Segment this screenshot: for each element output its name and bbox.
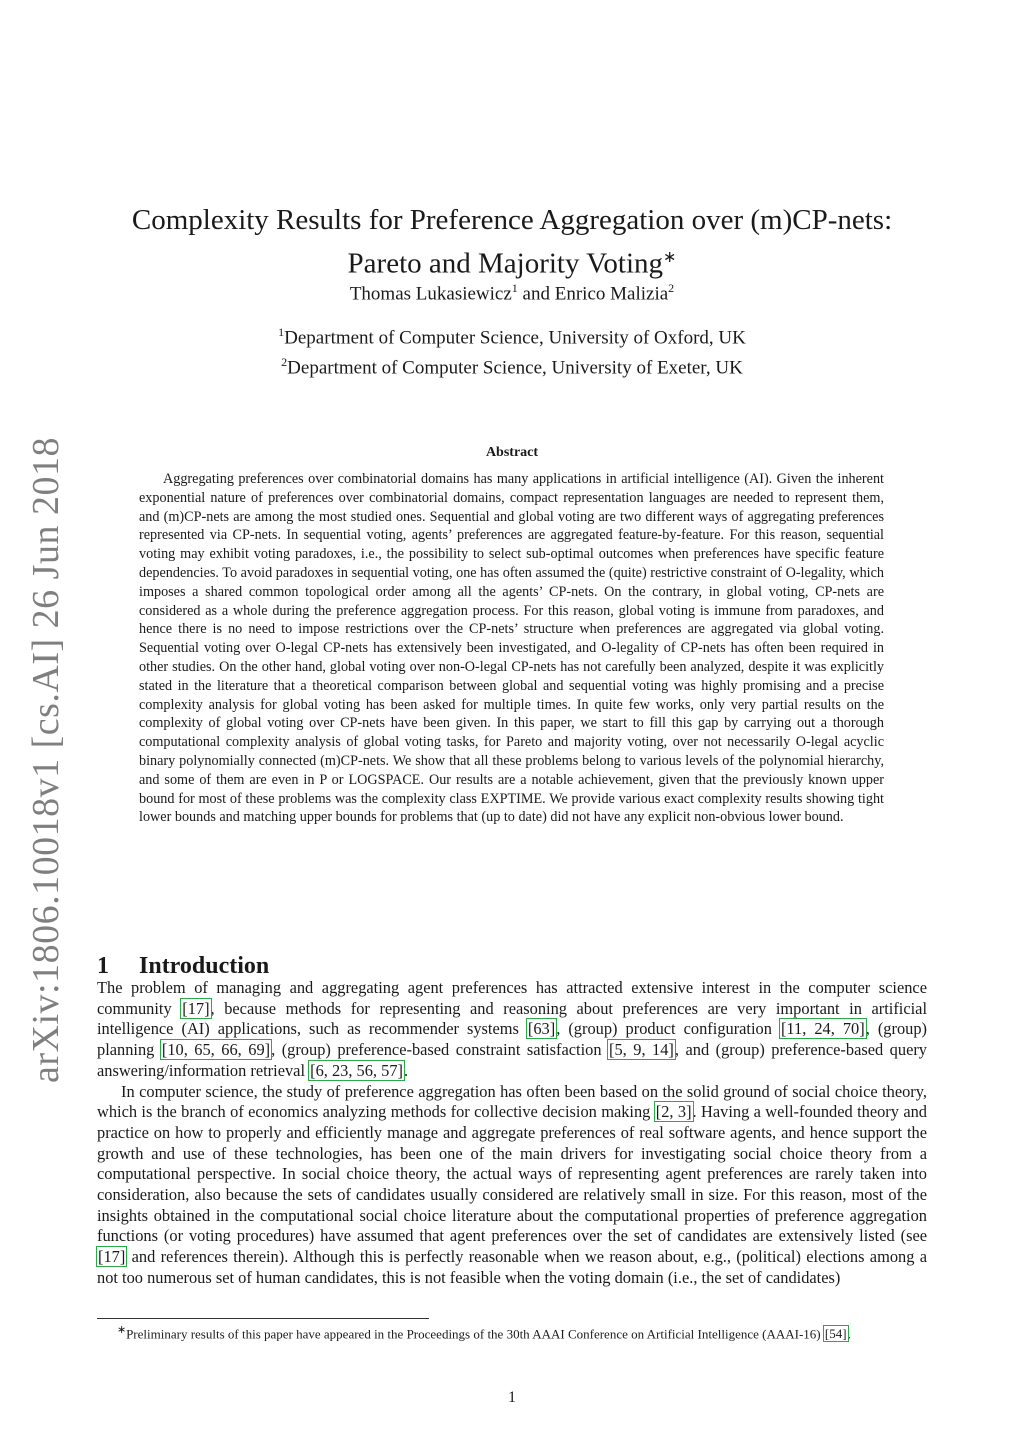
affiliation-mark: 2	[281, 355, 288, 370]
citation-link[interactable]: [11, 24, 70]	[780, 1019, 865, 1039]
section-body	[97, 978, 927, 1289]
footnote	[97, 1322, 927, 1342]
arxiv-identifier-stamp: arXiv:1806.10018v1 [cs.AI] 26 Jun 2018	[25, 437, 67, 1083]
footnote-text: Preliminary results of this paper have appeared in the Proceedings of the 30th AAAI Conference on Artificial Intelligence (AAAI-16)	[126, 1326, 824, 1342]
footnote-end: .	[847, 1326, 851, 1342]
title-footnote-mark[interactable]: ∗	[663, 249, 677, 267]
author-name: Thomas Lukasiewicz	[349, 283, 512, 305]
citation-link[interactable]: [63]	[527, 1019, 556, 1039]
affiliation-mark: 1	[278, 325, 285, 339]
section-number: 1	[97, 952, 109, 979]
affiliation-mark: 2	[668, 281, 675, 295]
paragraph-text: .	[403, 1060, 409, 1080]
paper-title	[100, 201, 924, 283]
paragraph-text: . Having a well-founded theory and practice on how to properly and efficiently manage and aggregate preferences of real software agents, and hence support the growth and use of these technologies, has been one of the main drivers for investigating social choice theory from a computational perspective. In social choice theory, the actual ways of representing agent preferences are rarely taken into consideration, also because the sets of candidates usually considered are relatively small in size. For this reason, most of the insights obtained in the computational social choice literature about the computational properties of preference aggregation functions (or voting procedures) have assumed that agent preferences over the set of candidates are extensively listed (see	[97, 1102, 927, 1246]
citation-link[interactable]: [17]	[182, 998, 210, 1018]
page-number: 1	[508, 1389, 516, 1406]
abstract-text: Aggregating preferences over combinatorial domains has many applications in artificial intelligence (AI). Given the inherent exponential nature of preferences over combinatorial domains, compact representation languages are needed to represent them, and (m)CP-nets are among the most studied ones. Sequential and global voting are two different ways of aggregating preferences represented via CP-nets. In sequential voting, agents’ preferences are aggregated feature-by-feature. For this reason, sequential voting may exhibit voting paradoxes, i.e., the possibility to select sub-optimal outcomes when preferences have specific feature dependencies. To avoid paradoxes in sequential voting, one has often assumed the (quite) restrictive constraint of O-legality, which imposes a shared common topological order among all the agents’ CP-nets. On the contrary, in global voting, CP-nets are considered as a whole during the preference aggregation process. For this reason, global voting is immune from paradoxes, and hence there is no need to impose restrictions over the CP-nets’ structure when preferences are aggregated via global voting. Sequential voting over O-legal CP-nets has extensively been investigated, and O-legality of CP-nets has often been required in other studies. On the other hand, global voting over non-O-legal CP-nets has not carefully been analyzed, despite it was explicitly stated in the literature that a theoretical comparison between global and sequential voting was highly promising and a precise complexity analysis for global voting has been asked for multiple times. In quite few works, only very partial results on the complexity of global voting over CP-nets have been given. In this paper, we start to fill this gap by carrying out a thorough computational complexity analysis of global voting tasks, for Pareto and majority voting, over not necessarily O-legal acyclic binary polynomially connected (m)CP-nets. We show that all these problems belong to various levels of the polynomial hierarchy, and some of them are even in P or LOGSPACE. Our results are a notable achievement, given that the previously known upper bound for most of these problems was the complexity class EXPTIME. We provide various exact complexity results showing tight lower bounds and matching upper bounds for problems that (up to date) did not have any explicit non-obvious lower bound.	[139, 471, 884, 826]
affiliation-line	[100, 320, 924, 350]
author-list	[100, 281, 924, 305]
section-heading	[97, 953, 269, 980]
footnote-mark: ∗	[117, 1324, 127, 1336]
abstract-heading: Abstract	[485, 445, 539, 460]
title-line-2: Pareto and Majority Voting	[347, 248, 664, 281]
author-name: Enrico Malizia	[554, 283, 669, 305]
citation-link[interactable]: [10, 65, 66, 69]	[161, 1040, 271, 1060]
title-line-1: Complexity Results for Preference Aggregation over (m)CP-nets:	[131, 204, 893, 237]
paragraph-text: In computer science, the study of preference aggregation has often been based on the solid ground of social choice theory, which is the branch of economics analyzing methods for collective decision making	[97, 1081, 927, 1122]
footnote-divider	[97, 1318, 429, 1319]
paragraph-text: , (group) planning	[97, 1019, 928, 1060]
section-title: Introduction	[139, 952, 270, 979]
citation-link[interactable]: [54]	[824, 1326, 847, 1342]
paragraph-text: , because methods for representing and reasoning about preferences are very important in artificial intelligence (AI) applications, such as recommender systems	[97, 998, 927, 1039]
author-connector: and	[517, 283, 555, 305]
affiliations	[100, 320, 924, 381]
paragraph-text: , (group) product configuration	[556, 1019, 780, 1039]
affiliation-text: Department of Computer Science, University of Oxford, UK	[284, 327, 746, 349]
paragraph	[97, 978, 927, 1082]
paragraph-text: , and (group) preference-based query answering/information retrieval	[97, 1040, 927, 1080]
affiliation-text: Department of Computer Science, University of Exeter, UK	[287, 357, 743, 379]
paragraph-text: The problem of managing and aggregating agent preferences has attracted extensive interest in the computer science community	[97, 978, 927, 1018]
affiliation-line	[100, 350, 924, 380]
affiliation-mark: 1	[511, 281, 518, 295]
paragraph	[97, 1082, 927, 1289]
citation-link[interactable]: [17]	[98, 1247, 126, 1267]
citation-link[interactable]: [5, 9, 14]	[609, 1040, 674, 1060]
citation-link[interactable]: [6, 23, 56, 57]	[310, 1060, 403, 1080]
citation-link[interactable]: [2, 3]	[655, 1102, 692, 1122]
paragraph-text: and references therein). Although this is perfectly reasonable when we reason about, e.g., (political) elections among a not too numerous set of human candidates, this is not feasible when the voting domain (i.e., the set of candidates)	[97, 1247, 927, 1287]
paragraph-text: , (group) preference-based constraint satisfaction	[271, 1040, 609, 1060]
